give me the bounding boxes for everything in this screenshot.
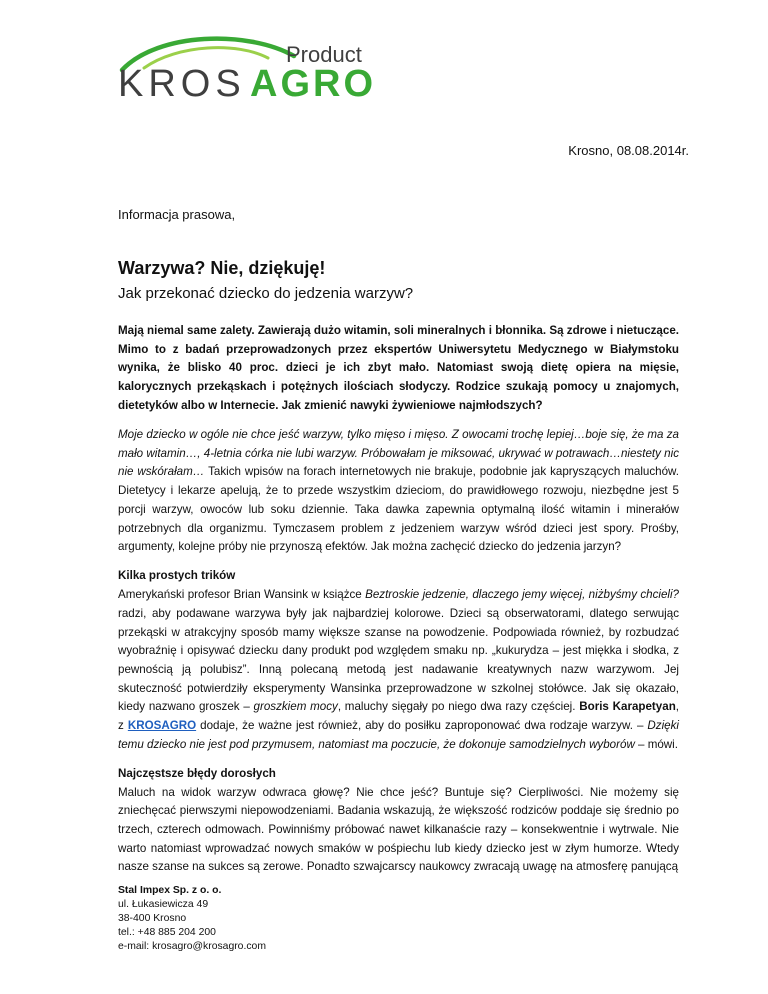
expert-quote: Dzięki temu dziecko nie jest pod przymusem, natomiast ma poczucie, że dokonuje samodzielnych wyborów	[118, 719, 679, 751]
tricks-text-d: , z	[118, 700, 680, 733]
tricks-text-f: – mówi.	[634, 737, 678, 751]
logo-graphic	[118, 34, 378, 104]
paragraph-mistakes: Maluch na widok warzyw odwraca głowę? Nie chce jeść? Buntuje się? Cierpliwości. Nie możemy się zniechęcać pierwszymi niepowodzeniami. Badania wskazują, że większość rodziców poddaje się średnio po trzech, czterech odmowach. Powinniśmy próbować nawet kilkanaście razy – konsekwentnie i wytrwale. Nie warto natomiast wprowadzać nowych smaków w pośpiechu lub kiedy dziecko jest w złym humorze. Wtedy nasze szanse na sukces są zerowe. Ponadto szwajcarscy naukowcy zwracają uwagę na atmosferę panującą	[118, 785, 679, 874]
person-name: Boris Karapetyan	[579, 700, 676, 714]
forum-quotes: Moje dziecko w ogóle nie chce jeść warzyw, tylko mięso i mięso. Z owocami trochę lepiej…boje się, że ma za mało witamin…, 4-letnia córka nie lubi warzyw. Próbowałam je miksować, ukrywać w potrawach…niestety nic nie wskórałam…	[118, 428, 679, 479]
company-footer	[118, 884, 266, 954]
press-release-label: Informacja prasowa,	[118, 207, 236, 222]
svg-text:Product: Product	[286, 42, 362, 67]
svg-text:AGRO: AGRO	[250, 63, 376, 104]
lead-paragraph: Mają niemal same zalety. Zawierają dużo witamin, soli mineralnych i błonnika. Są zdrowe i nietuczące. Mimo to z badań przeprowadzonych przez ekspertów Uniwersytetu Medycznego w Białymstoku wynika, że blisko 40 proc. dzieci je ich zbyt mało. Natomiast swoją dietę opiera na mięsie, kalorycznych przekąskach i potężnych ilościach słodyczy. Rodzice szukają pomocy u znajomych, dietetyków albo w Internecie. Jak zmienić nawyki żywieniowe najmłodszych?	[118, 324, 679, 412]
tricks-text-c: , maluchy sięgały po niego dwa razy częściej.	[337, 700, 580, 714]
article-title: Warzywa? Nie, dziękuję!	[118, 258, 326, 278]
section-heading-tricks: Kilka prostych trików	[118, 569, 236, 583]
press-date: Krosno, 08.08.2014r.	[568, 143, 689, 158]
groszek-phrase: groszkiem mocy	[253, 700, 338, 714]
paragraph-tricks	[118, 586, 679, 754]
book-title: Beztroskie jedzenie, dlaczego jemy więcej, niżbyśmy chcieli?	[365, 588, 680, 602]
company-phone: tel.: +48 885 204 200	[118, 927, 216, 939]
paragraph-1	[118, 426, 679, 557]
tricks-text-a: Amerykański profesor Brian Wansink w książce	[118, 588, 366, 602]
tricks-text-b: radzi, aby podawane warzywa były jak najbardziej kolorowe. Dzieci są obserwatorami, dlatego serwując przekąski w atrakcyjny sposób mamy większe szanse na powodzenie. Podpowiada również, by rozbudzać wyobraźnię i opisywać dziecku dany produkt pod względem smaku np. „kukurydza – jest miękka i słodka, z pewnością ją polubisz”. Inną polecaną metodą jest nadawanie kreatywnych nazw warzywom. Jej skuteczność potwierdziły eksperymenty Wansinka przeprowadzone w szkolnej stołówce. Jak się okazało, kiedy nazwano groszek –	[118, 606, 679, 714]
company-name: Stal Impex Sp. z o. o.	[118, 885, 222, 896]
krosagro-link[interactable]: KROSAGRO	[127, 719, 197, 733]
article-body	[118, 322, 679, 888]
paragraph-1-text: Takich wpisów na forach internetowych nie brakuje, podobnie jak kapryszących maluchów. Dietetycy i lekarze apelują, że to przede wszystkim dzieciom, do prawidłowego rozwoju, niezbędne jest 5 porcji warzyw, owoców lub soku dziennie. Taka dawka zapewnia optymalną ilość witamin i minerałów potrzebnych dla organizmu. Tymczasem problem z jedzeniem warzyw wśród dzieci jest spory. Prośby, argumenty, kolejne próby nie przynoszą efektów. Jak można zachęcić dziecko do jedzenia jarzyn?	[118, 465, 679, 554]
article-subtitle: Jak przekonać dziecko do jedzenia warzyw?	[118, 285, 414, 302]
company-city: 38-400 Krosno	[118, 913, 187, 925]
krosagro-logo	[118, 34, 378, 104]
company-email[interactable]: e-mail: krosagro@krosagro.com	[118, 941, 266, 953]
tricks-text-e: dodaje, że ważne jest również, aby do posiłku zaproponować dwa rodzaje warzyw. –	[196, 719, 648, 733]
section-heading-mistakes: Najczęstsze błędy dorosłych	[118, 766, 276, 780]
company-street: ul. Łukasiewicza 49	[118, 899, 209, 911]
svg-text:KROS: KROS	[118, 63, 246, 104]
